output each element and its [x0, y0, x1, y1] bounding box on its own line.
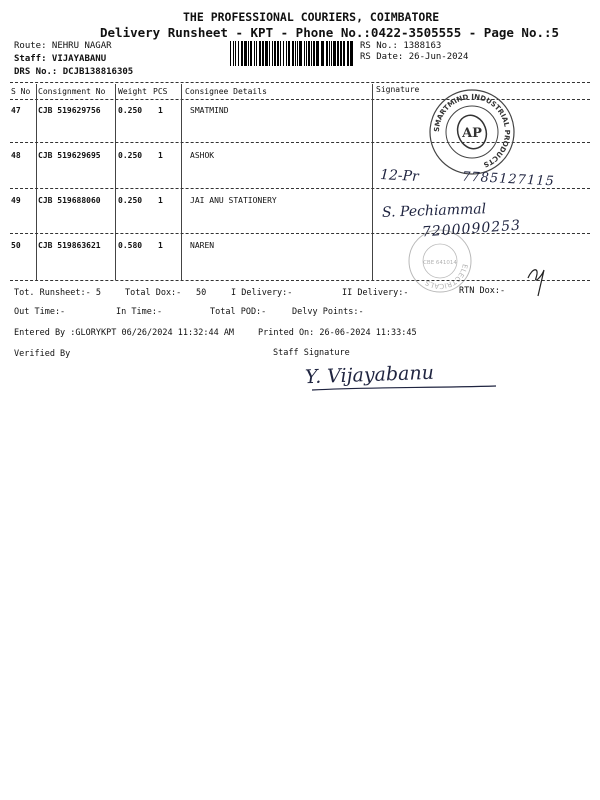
printed-on: Printed On: 26-06-2024 11:33:45	[258, 328, 417, 338]
col-signature: Signature	[376, 85, 420, 94]
barcode-bar	[308, 41, 310, 66]
handwritten-phone: 7200090253	[421, 217, 522, 241]
row-pcs: 1	[158, 151, 163, 160]
barcode-bar	[274, 41, 276, 66]
entered-by: Entered By :GLORYKPT 06/26/2024 11:32:44 AM	[14, 328, 235, 338]
row-consignee: SMATMIND	[190, 106, 229, 115]
barcode-bar	[306, 41, 307, 66]
col-sno: S No	[11, 87, 31, 96]
row-consignment: CJB 519629756	[38, 106, 101, 115]
ii-delivery: II Delivery:-	[342, 288, 409, 298]
row-consignment: CJB 519688060	[38, 196, 101, 205]
barcode-bar	[256, 41, 257, 66]
barcode-bar	[254, 41, 255, 66]
rs-number: RS No.: 1388163	[360, 41, 442, 51]
table-bottom-rule	[10, 280, 590, 281]
staff-signature-label: Staff Signature	[273, 348, 350, 358]
handwritten-note: 12-Pr	[379, 166, 420, 186]
out-time: Out Time:-	[14, 307, 66, 317]
delvy-points: Delvy Points:-	[292, 307, 364, 317]
total-dox-value: 50	[196, 288, 207, 298]
barcode-bar	[299, 41, 302, 66]
row-sno: 47	[11, 106, 21, 115]
rs-date: RS Date: 26-Jun-2024	[360, 52, 469, 62]
barcode-bar	[248, 41, 249, 66]
col-consignment: Consignment No	[38, 87, 106, 96]
verified-by: Verified By	[14, 349, 71, 359]
i-delivery: I Delivery:-	[231, 288, 293, 298]
row-consignee: JAI ANU STATIONERY	[190, 196, 277, 205]
col-divider	[372, 84, 373, 280]
barcode-bar	[337, 41, 339, 66]
barcode-bar	[250, 41, 252, 66]
barcode-bar	[269, 41, 270, 66]
col-divider	[36, 84, 37, 280]
col-divider	[181, 84, 182, 280]
barcode-bar	[238, 41, 239, 66]
row-pcs: 1	[158, 196, 163, 205]
in-time: In Time:-	[116, 307, 163, 317]
barcode-bar	[321, 41, 324, 66]
row-consignee: NAREN	[190, 241, 215, 250]
barcode	[230, 41, 355, 66]
runsheet-subtitle: Delivery Runsheet - KPT - Phone No.:0422-3505555 - Page No.:5	[100, 25, 560, 40]
barcode-bar	[326, 41, 328, 66]
barcode-bar	[292, 41, 294, 66]
barcode-bar	[259, 41, 261, 66]
barcode-bar	[311, 41, 312, 66]
barcode-bar	[235, 41, 236, 66]
col-weight: Weight	[118, 87, 147, 96]
tot-runsheet: Tot. Runsheet:- 5	[14, 288, 101, 298]
staff-signature: Y. Vijayabanu	[304, 361, 435, 389]
staff-label: Staff: VIJAYABANU	[14, 54, 107, 64]
row-consignee: ASHOK	[190, 151, 215, 160]
barcode-bar	[244, 41, 247, 66]
barcode-bar	[286, 41, 287, 66]
rtn-dox: RTN Dox:-	[459, 286, 506, 296]
row-pcs: 1	[158, 106, 163, 115]
barcode-bar	[262, 41, 264, 66]
barcode-bar	[277, 41, 279, 66]
barcode-bar	[333, 41, 336, 66]
barcode-bar	[350, 41, 353, 66]
drs-number: DRS No.: DCJB138816305	[14, 67, 134, 77]
total-dox-label: Total Dox:-	[125, 288, 182, 298]
shop-stamp	[407, 228, 473, 294]
svg-text:ELECTRICALS: ELECTRICALS	[423, 263, 469, 291]
barcode-bar	[316, 41, 319, 66]
handwritten-phone: 7785127115	[461, 169, 556, 190]
company-title: THE PROFESSIONAL COURIERS, COIMBATORE	[183, 10, 440, 24]
barcode-bar	[340, 41, 342, 66]
row-consignment: CJB 519629695	[38, 151, 101, 160]
table-top-rule	[10, 82, 590, 83]
row-weight: 0.250	[118, 196, 143, 205]
barcode-bar	[304, 41, 305, 66]
barcode-bar	[331, 41, 332, 66]
row-sno: 48	[11, 151, 21, 160]
barcode-bar	[283, 41, 284, 66]
total-pod: Total POD:-	[210, 307, 267, 317]
row-weight: 0.250	[118, 151, 143, 160]
barcode-bar	[272, 41, 273, 66]
row-sno: 50	[11, 241, 21, 250]
col-pcs: PCS	[153, 87, 168, 96]
row-rule	[10, 188, 590, 189]
company-stamp	[427, 87, 517, 177]
delivery-signature-mark	[522, 262, 552, 302]
handwritten-name: S. Pechiammal	[381, 201, 487, 221]
barcode-bar	[313, 41, 315, 66]
barcode-bar	[233, 41, 234, 66]
row-weight: 0.250	[118, 106, 143, 115]
row-sno: 49	[11, 196, 21, 205]
col-consignee: Consignee Details	[185, 87, 267, 96]
barcode-bar	[280, 41, 281, 66]
row-weight: 0.580	[118, 241, 143, 250]
svg-text:SMARTMIND INDUSTRIAL PRODUCTS: SMARTMIND INDUSTRIAL PRODUCTS	[432, 92, 512, 169]
barcode-bar	[295, 41, 296, 66]
row-pcs: 1	[158, 241, 163, 250]
barcode-bar	[297, 41, 298, 66]
barcode-bar	[288, 41, 290, 66]
barcode-bar	[343, 41, 345, 66]
barcode-bar	[265, 41, 268, 66]
svg-text:AP: AP	[462, 126, 482, 141]
barcode-bar	[230, 41, 231, 66]
barcode-bar	[329, 41, 330, 66]
barcode-bar	[241, 41, 243, 66]
route-label: Route: NEHRU NAGAR	[14, 41, 112, 51]
barcode-bar	[347, 41, 349, 66]
signature-underline	[310, 384, 500, 394]
row-consignment: CJB 519863621	[38, 241, 101, 250]
col-divider	[115, 84, 116, 280]
svg-text:CBE 641014: CBE 641014	[423, 260, 457, 266]
